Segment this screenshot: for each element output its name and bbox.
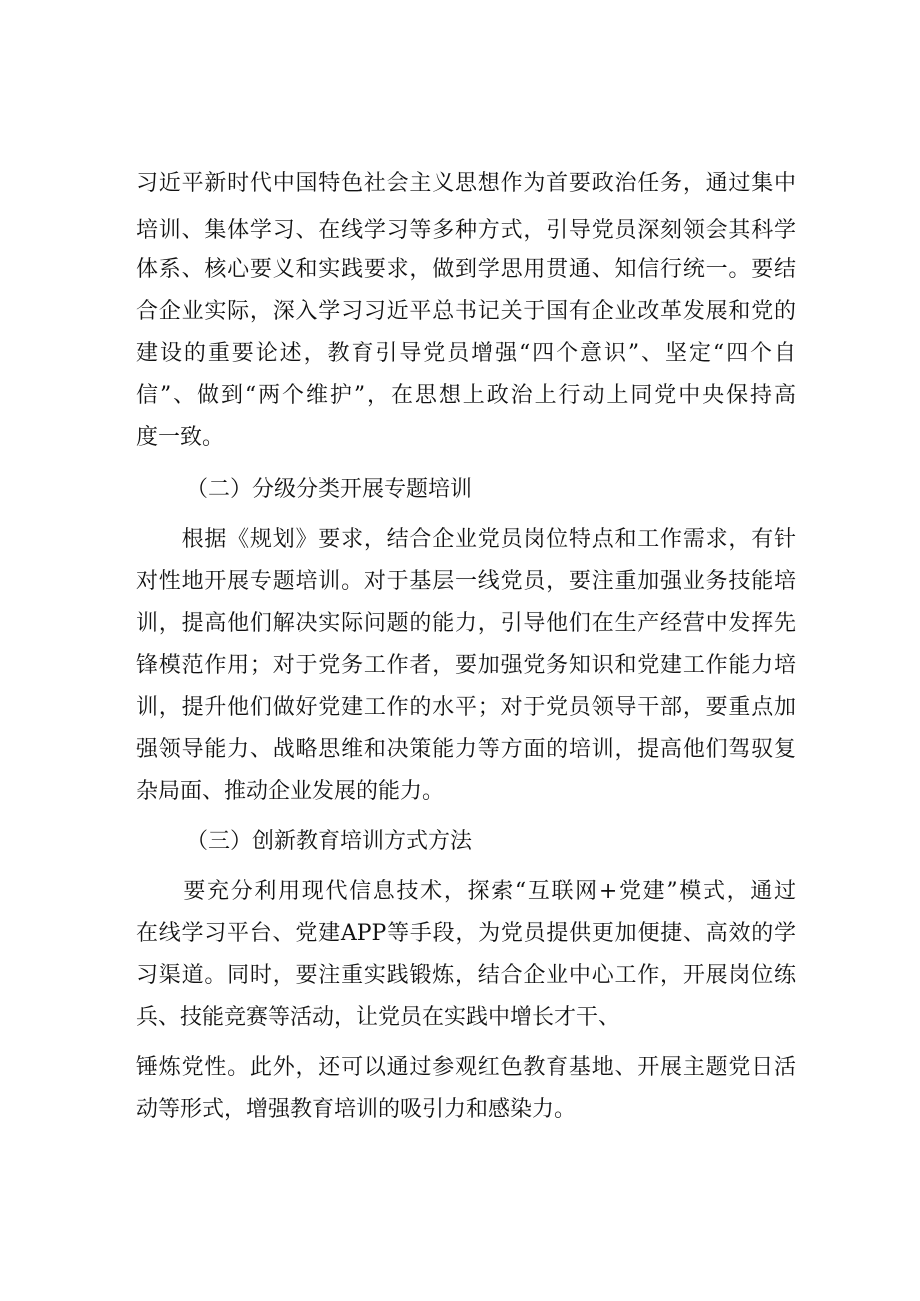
paragraph-1-line-6: 信”、做到“两个维护”，在思想上政治上行动上同党中央保持高 xyxy=(136,383,796,408)
paragraph-2-line-6: 强领导能力、战略思维和决策能力等方面的培训，提高他们驾驭复 xyxy=(136,737,796,762)
paragraph-3-line-4: 兵、技能竞赛等活动，让党员在实践中增长才干、 xyxy=(136,1005,621,1030)
section-heading-2: （二）分级分类开展专题培训 xyxy=(186,477,473,502)
paragraph-2-line-3: 训，提高他们解决实际问题的能力，引导他们在生产经营中发挥先 xyxy=(136,611,796,636)
paragraph-2-line-5: 训，提升他们做好党建工作的水平；对于党员领导干部，要重点加 xyxy=(136,695,796,720)
paragraph-4-line-1: 锤炼党性。此外，还可以通过参观红色教育基地、开展主题党日活 xyxy=(136,1055,796,1080)
paragraph-1-line-5: 建设的重要论述，教育引导党员增强“四个意识”、坚定“四个自 xyxy=(136,341,796,366)
paragraph-2-line-7: 杂局面、推动企业发展的能力。 xyxy=(136,779,445,804)
paragraph-1-line-1: 习近平新时代中国特色社会主义思想作为首要政治任务，通过集中 xyxy=(136,171,796,196)
paragraph-1-line-4: 合企业实际，深入学习习近平总书记关于国有企业改革发展和党的 xyxy=(136,299,796,324)
section-heading-3: （三）创新教育培训方式方法 xyxy=(186,829,473,854)
paragraph-2-line-1: 根据《规划》要求，结合企业党员岗位特点和工作需求，有针 xyxy=(136,527,796,552)
paragraph-3-line-1: 要充分利用现代信息技术，探索“互联网+党建”模式，通过 xyxy=(136,879,796,904)
paragraph-3-line-3: 习渠道。同时，要注重实践锻炼，结合企业中心工作，开展岗位练 xyxy=(136,963,796,988)
paragraph-3-line-2: 在线学习平台、党建APP等手段，为党员提供更加便捷、高效的学 xyxy=(136,921,796,946)
paragraph-1-line-3: 体系、核心要义和实践要求，做到学思用贯通、知信行统一。要结 xyxy=(136,257,796,282)
paragraph-4-line-2: 动等形式，增强教育培训的吸引力和感染力。 xyxy=(136,1097,577,1122)
paragraph-1-line-2: 培训、集体学习、在线学习等多种方式，引导党员深刻领会其科学 xyxy=(136,218,796,243)
paragraph-2-line-4: 锋模范作用；对于党务工作者，要加强党务知识和党建工作能力培 xyxy=(136,653,796,678)
paragraph-1-line-7: 度一致。 xyxy=(136,425,225,450)
paragraph-2-line-2: 对性地开展专题培训。对于基层一线党员，要注重加强业务技能培 xyxy=(136,569,796,594)
